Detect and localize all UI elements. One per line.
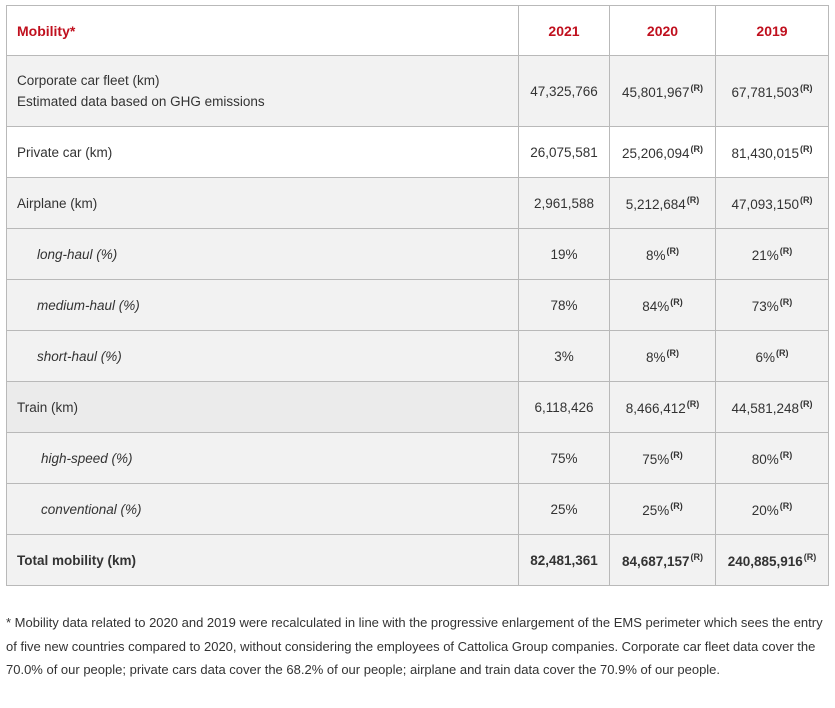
cell-2019 [716,280,829,331]
value-2021: 82,481,361 [530,552,598,568]
table-row [7,56,829,127]
value-2019: 67,781,503 [731,84,800,100]
cell-2020 [610,280,716,331]
row-label [7,56,519,127]
revision-mark: (R) [779,296,793,307]
revision-mark: (R) [800,194,813,205]
cell-2019 [716,229,829,280]
table-row [7,382,829,433]
value-2019: 20% [751,502,779,518]
row-label: Private car (km) [7,127,519,178]
table-row [7,229,829,280]
revision-mark: (R) [670,296,683,307]
cell-2019 [716,535,829,586]
row-label: Airplane (km) [7,178,519,229]
cell-2020 [610,229,716,280]
cell-2021 [519,56,610,127]
value-2020: 8% [645,247,666,263]
cell-2021 [519,433,610,484]
table-row [7,280,829,331]
revision-mark: (R) [779,500,793,511]
row-label-text: Corporate car fleet (km) [17,73,160,88]
value-2019: 6% [755,349,775,365]
revision-mark: (R) [686,194,700,205]
revision-mark: (R) [779,245,793,256]
row-label: long-haul (%) [7,229,519,280]
table-row [7,127,829,178]
revision-mark: (R) [776,347,789,358]
header-year-2020: 2020 [610,6,716,56]
revision-mark: (R) [690,551,704,562]
table-row-total [7,535,829,586]
row-label: short-haul (%) [7,331,519,382]
value-2020: 25% [642,502,670,518]
value-2020: 5,212,684 [625,196,686,212]
table-row [7,178,829,229]
value-2020: 84% [642,298,670,314]
mobility-table [6,5,829,586]
value-2019: 80% [751,451,779,467]
row-label: Train (km) [7,382,519,433]
cell-2021 [519,127,610,178]
cell-2020 [610,56,716,127]
revision-mark: (R) [779,449,793,460]
cell-2019 [716,433,829,484]
value-2019: 44,581,248 [731,400,800,416]
cell-2020 [610,433,716,484]
value-2020: 84,687,157 [621,553,690,569]
value-2021: 47,325,766 [530,83,598,99]
cell-2019 [716,127,829,178]
cell-2021 [519,382,610,433]
row-label: conventional (%) [7,484,519,535]
header-year-2021: 2021 [519,6,610,56]
value-2021: 26,075,581 [530,144,598,160]
value-2021: 78% [550,297,578,313]
value-2020: 25,206,094 [621,145,690,161]
revision-mark: (R) [800,398,813,409]
cell-2021 [519,331,610,382]
table-header-row [7,6,829,56]
value-2021: 19% [550,246,578,262]
cell-2020 [610,382,716,433]
revision-mark: (R) [690,82,704,93]
value-2021: 75% [550,450,578,466]
header-year-2019: 2019 [716,6,829,56]
cell-2021 [519,484,610,535]
value-2021: 3% [554,348,574,364]
value-2020: 8,466,412 [625,400,686,416]
value-2019: 47,093,150 [731,196,800,212]
cell-2020 [610,484,716,535]
value-2021: 2,961,588 [533,195,595,211]
cell-2019 [716,382,829,433]
row-sublabel: Estimated data based on GHG emissions [17,94,265,109]
value-2020: 75% [642,451,670,467]
cell-2019 [716,178,829,229]
revision-mark: (R) [666,245,679,256]
table-row [7,331,829,382]
cell-2021 [519,535,610,586]
revision-mark: (R) [666,347,679,358]
row-label: medium-haul (%) [7,280,519,331]
value-2019: 81,430,015 [731,145,800,161]
footnote: * Mobility data related to 2020 and 2019 were recalculated in line with the progressive enlargement of the EMS perimeter which sees the entry of five new countries compared to 2020, without considering the employees of Cattolica Group companies. Corporate car fleet data cover the 70.0% of our people; private cars data cover the 68.2% of our people; airplane and train data cover the 70.9% of our people. [6,615,823,677]
row-label: high-speed (%) [7,433,519,484]
cell-2019 [716,484,829,535]
value-2020: 45,801,967 [621,84,690,100]
cell-2019 [716,56,829,127]
revision-mark: (R) [690,143,704,154]
cell-2021 [519,178,610,229]
cell-2020 [610,178,716,229]
revision-mark: (R) [800,82,813,93]
cell-2021 [519,280,610,331]
value-2021: 6,118,426 [534,399,594,415]
cell-2020 [610,331,716,382]
table-row [7,433,829,484]
header-mobility: Mobility* [7,6,519,56]
cell-2019 [716,331,829,382]
value-2019: 21% [751,247,779,263]
value-2020: 8% [645,349,666,365]
value-2021: 25% [550,501,578,517]
revision-mark: (R) [686,398,700,409]
value-2019: 73% [751,298,779,314]
cell-2021 [519,229,610,280]
row-label: Total mobility (km) [7,535,519,586]
value-2019: 240,885,916 [727,553,803,569]
revision-mark: (R) [670,500,683,511]
table-row [7,484,829,535]
revision-mark: (R) [800,143,813,154]
cell-2020 [610,127,716,178]
revision-mark: (R) [803,551,817,562]
revision-mark: (R) [670,449,683,460]
cell-2020 [610,535,716,586]
